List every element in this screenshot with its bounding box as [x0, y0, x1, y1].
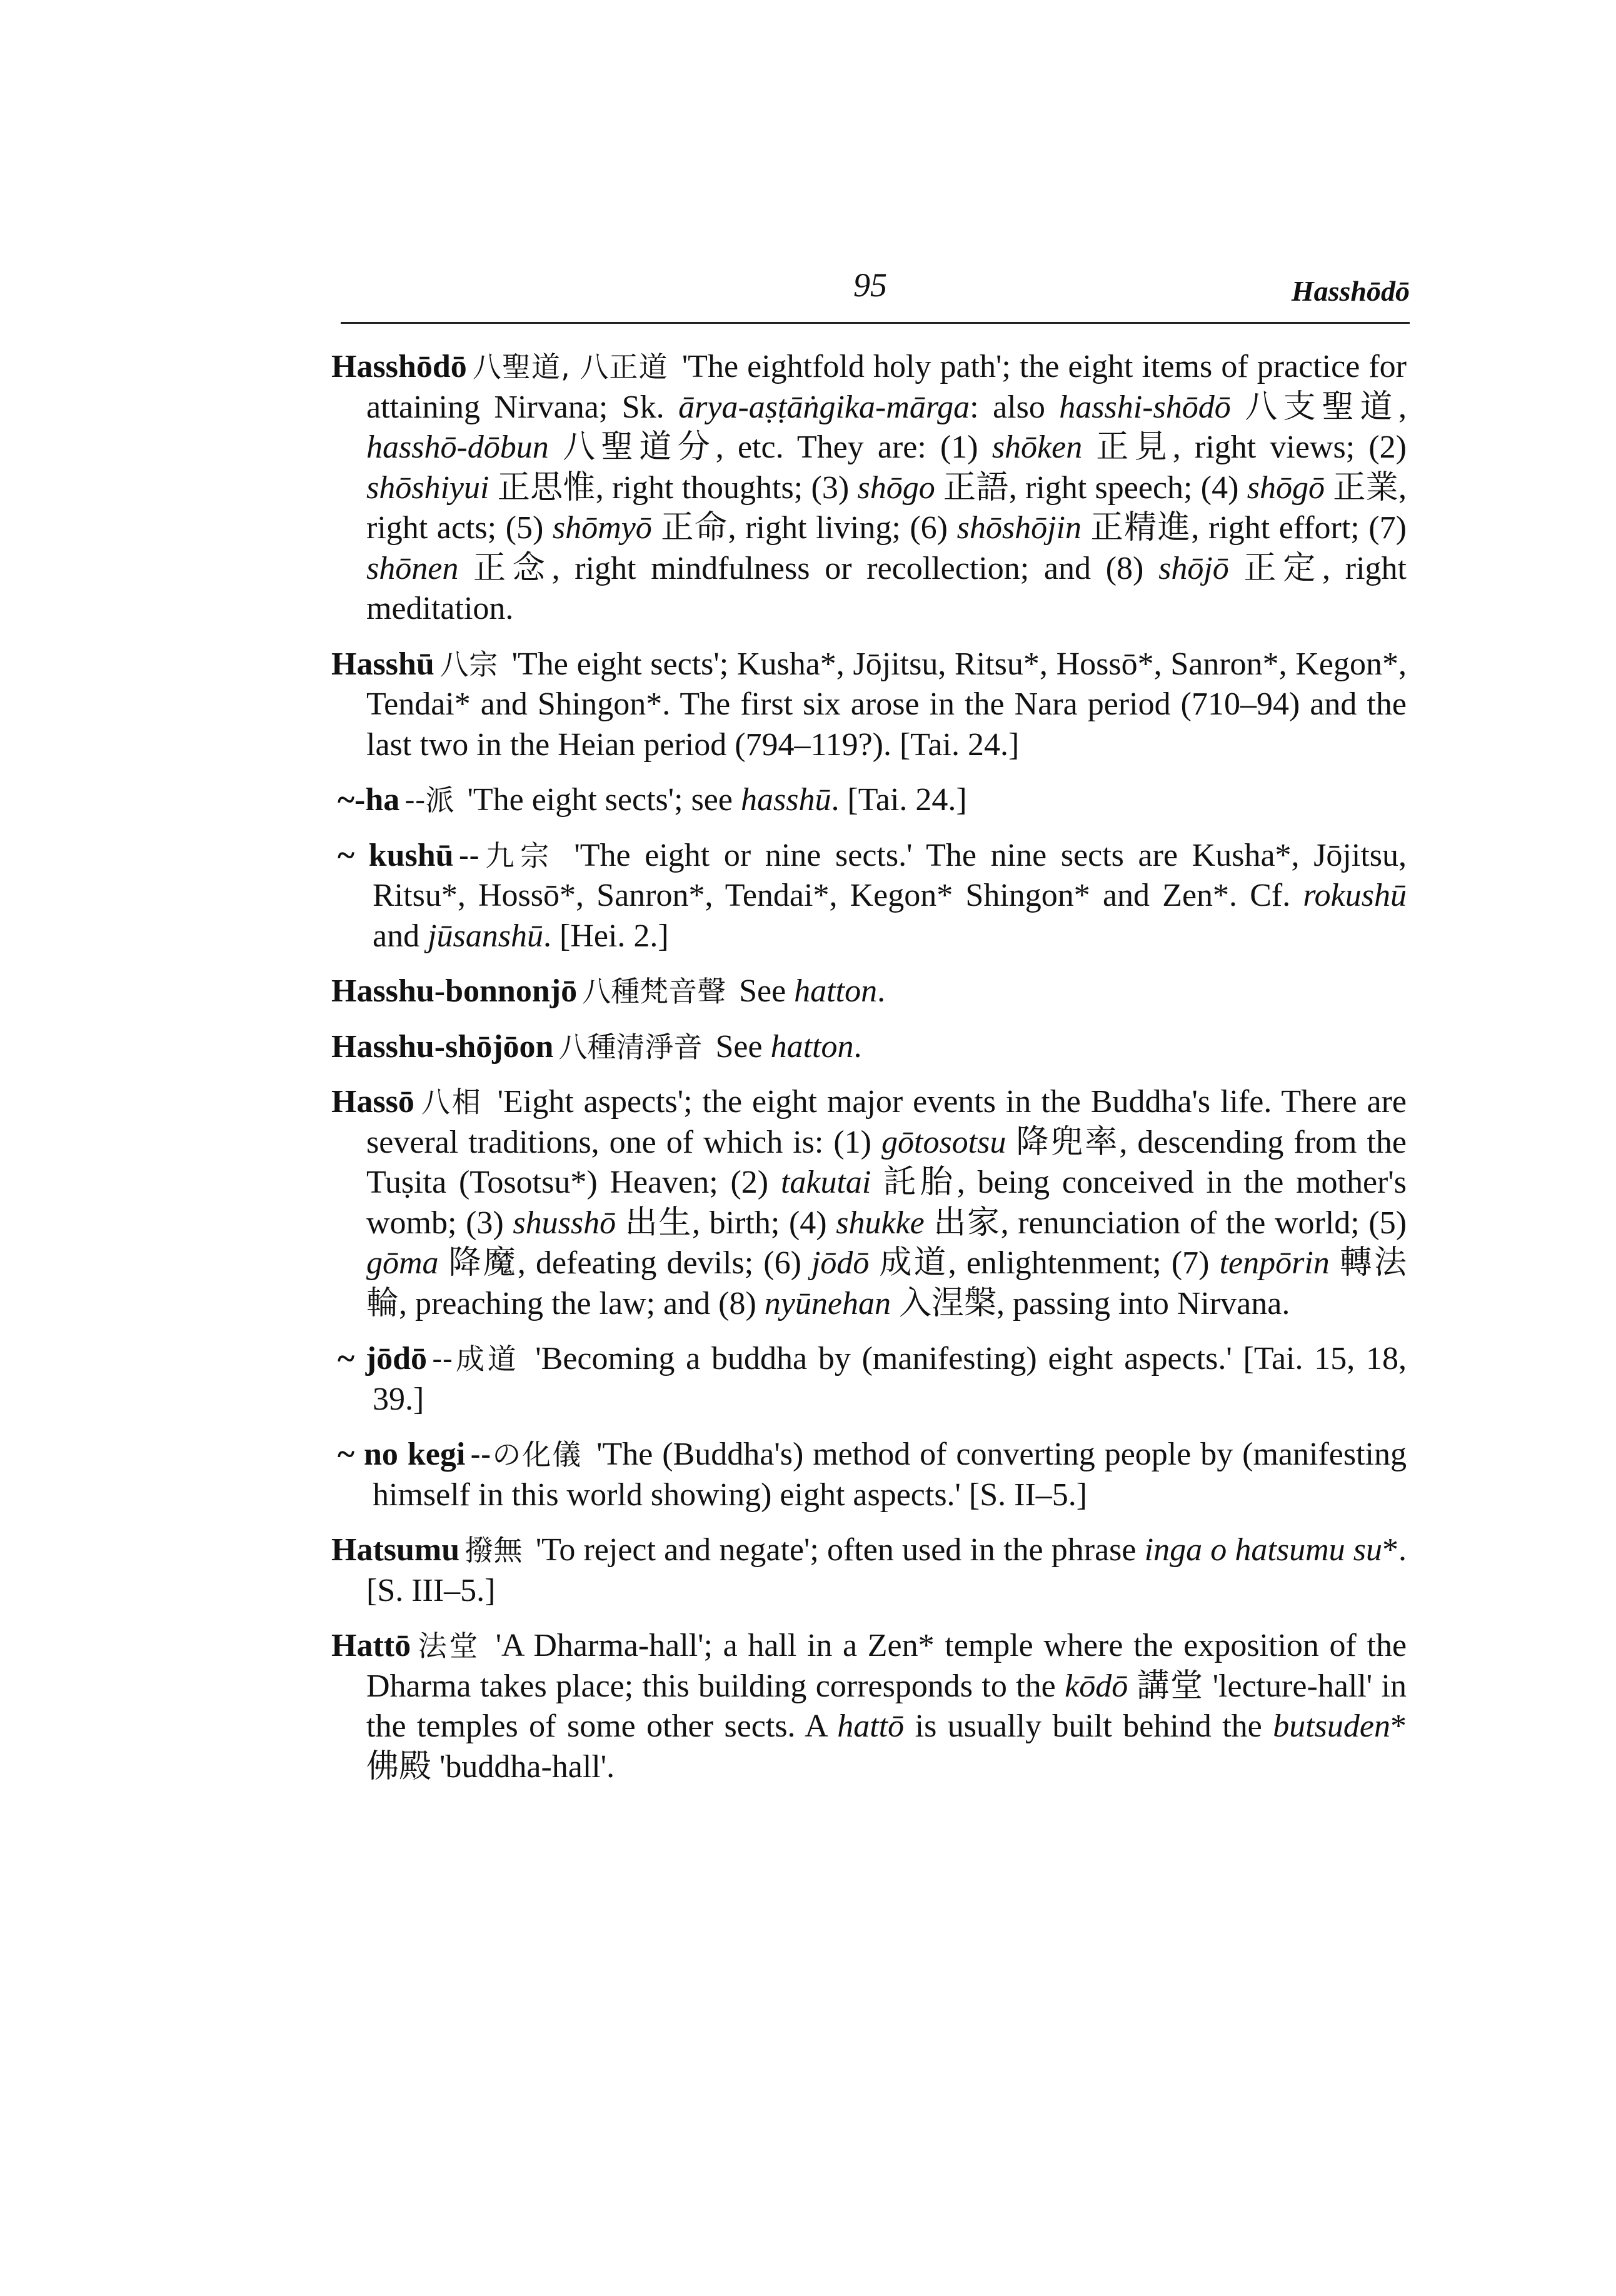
definition-text: 'The (Buddha's) method of converting people by (manifesting himself in this world showing) eight aspects.' [S. II–5.]: [373, 1436, 1407, 1513]
definition-text: See: [739, 973, 795, 1009]
italic-term: gōma: [366, 1245, 439, 1281]
italic-term: shōnen: [366, 550, 459, 586]
definition-text: 講堂 'lecture-hall' in the temples of some other sects. A: [366, 1668, 1407, 1744]
entry-kanji: 八種梵音聲: [582, 975, 726, 1008]
entry-kanji: --派: [404, 783, 454, 817]
entry-headword: ~ no kegi: [338, 1436, 466, 1472]
definition-text: 'The eight sects'; see: [467, 782, 741, 818]
definition-text: 'A Dharma-hall'; a hall in a Zen* temple where the exposition of the Dharma takes place; this building corresponds to the: [366, 1628, 1407, 1704]
definition-text: * 佛殿 'buddha-hall'.: [366, 1708, 1407, 1785]
page-number: 95: [853, 266, 887, 304]
definition-text: 'To reject and negate'; often used in the phrase: [535, 1532, 1145, 1568]
italic-term: inga o hatsumu su: [1144, 1532, 1383, 1568]
definition-text: 'The eight sects'; Kusha*, Jōjitsu, Ritsu*, Hossō*, Sanron*, Kegon*, Tendai* and Shingon*. The first six arose in the Nara period (710–94) and the last two in the Heian period (794–119?). [Tai. 24.]: [366, 646, 1407, 763]
italic-term: shōmyō: [552, 510, 652, 546]
dictionary-entry: [331, 971, 1407, 1012]
definition-text: : also: [970, 389, 1060, 425]
definition-text: See: [715, 1028, 771, 1065]
definition-text: 正精進, right effort; (7): [1081, 510, 1407, 546]
definition-text: 託胎, being conceived in the mother's womb; (3): [366, 1165, 1407, 1241]
entry-kanji: --九宗: [458, 838, 555, 873]
italic-term: jōdō: [811, 1245, 870, 1281]
definition-text: . [Tai. 24.]: [831, 782, 967, 818]
dictionary-entry: [331, 1530, 1407, 1611]
definition-text: 正定, right meditation.: [366, 550, 1407, 626]
entry-kanji: --成道: [432, 1342, 519, 1376]
dictionary-entry: [331, 1027, 1407, 1068]
definition-text: 'Becoming a buddha by (manifesting) eight aspects.' [Tai. 15, 18, 39.]: [373, 1341, 1407, 1417]
entry-kanji: 八聖道, 八正道: [471, 350, 668, 384]
definition-text: 正語, right speech; (4): [935, 469, 1247, 506]
definition-text: .: [853, 1028, 862, 1065]
entry-headword: Hasshu-shōjōon: [331, 1028, 554, 1065]
definition-text: 正命, right living; (6): [651, 510, 957, 546]
entry-headword: Hasshū: [331, 646, 434, 682]
dictionary-entry: [331, 1626, 1407, 1787]
sub-entry: [338, 780, 1407, 821]
definition-text: 出家, renunciation of the world; (5): [924, 1205, 1407, 1241]
italic-term: butsuden: [1273, 1708, 1390, 1744]
entry-kanji: 八種清淨音: [558, 1030, 703, 1064]
entry-headword: Hasshōdō: [331, 349, 467, 384]
sub-entry: [338, 1339, 1407, 1420]
definition-text: 轉法輪, preaching the law; and (8): [366, 1245, 1407, 1321]
definition-text: 八聖道分, etc. They are: (1): [548, 429, 992, 465]
italic-term: shōshōjin: [956, 510, 1082, 546]
definition-text: 正思惟, right thoughts; (3): [489, 469, 858, 506]
entry-kanji: 八宗: [439, 647, 498, 681]
italic-term: shukke: [836, 1205, 925, 1241]
italic-term: takutai: [780, 1165, 871, 1200]
entry-kanji: 撥無: [464, 1533, 523, 1567]
entry-headword: Hasshu-bonnonjō: [331, 973, 578, 1009]
sub-entry: [338, 836, 1407, 957]
definition-text: *. [S. III–5.]: [366, 1532, 1407, 1608]
italic-term: shōgō: [1247, 469, 1325, 506]
entry-headword: Hattō: [331, 1628, 411, 1663]
italic-term: hatton: [770, 1028, 854, 1065]
dictionary-entries: [331, 347, 1407, 1802]
italic-term: shōken: [991, 429, 1083, 465]
sub-entry: [338, 1435, 1407, 1515]
definition-text: . [Hei. 2.]: [543, 918, 669, 954]
definition-text: 出生, birth; (4): [616, 1205, 836, 1241]
definition-text: 正業, right acts; (5): [366, 469, 1407, 546]
page-header: [341, 266, 1410, 324]
italic-term: gōtosotsu: [881, 1124, 1006, 1160]
italic-term: hattō: [837, 1708, 905, 1744]
entry-kanji: --の化儀: [470, 1438, 583, 1471]
dictionary-entry: [331, 347, 1407, 629]
entry-kanji: 法堂: [416, 1629, 481, 1663]
italic-term: rokushū: [1303, 878, 1407, 913]
definition-text: 入涅槃, passing into Nirvana.: [890, 1285, 1290, 1321]
italic-term: hasshi-shōdō: [1059, 389, 1231, 425]
definition-text: 降魔, defeating devils; (6): [438, 1245, 811, 1281]
dictionary-entry: [331, 644, 1407, 766]
running-head: Hasshōdō: [1291, 275, 1410, 307]
italic-term: hasshū: [740, 782, 831, 818]
entry-headword: ~ kushū: [338, 837, 454, 873]
definition-text: and: [373, 918, 428, 954]
italic-term: shōshiyui: [366, 469, 489, 506]
entry-headword: Hatsumu: [331, 1532, 460, 1568]
dictionary-entry: [331, 1082, 1407, 1324]
italic-term: shōgo: [857, 469, 935, 506]
definition-text: 'The eight or nine sects.' The nine sects are Kusha*, Jōjitsu, Ritsu*, Hossō*, Sanron*, Tendai*, Kegon* Shingon* and Zen*. Cf.: [373, 837, 1407, 913]
entry-headword: ~ jōdō: [338, 1341, 428, 1376]
italic-term: hasshō-dōbun: [366, 429, 549, 465]
italic-term: shōjō: [1158, 550, 1229, 586]
italic-term: shusshō: [513, 1205, 616, 1241]
italic-term: nyūnehan: [764, 1285, 891, 1321]
italic-term: ārya-aṣṭāṅgika-mārga: [678, 389, 970, 425]
entry-headword: Hassō: [331, 1084, 414, 1120]
italic-term: jūsanshū: [428, 918, 544, 954]
definition-text: 八支聖道,: [1230, 389, 1407, 425]
italic-term: tenpōrin: [1219, 1245, 1330, 1281]
italic-term: kōdō: [1065, 1668, 1128, 1704]
definition-text: .: [877, 973, 886, 1009]
entry-kanji: 八相: [419, 1085, 483, 1119]
definition-text: 正見, right views; (2): [1082, 429, 1407, 465]
definition-text: 'Eight aspects'; the eight major events in the Buddha's life. There are several traditions, one of which is: (1): [366, 1084, 1407, 1160]
definition-text: 降兜率, descending from the Tuṣita (Tosotsu*) Heaven; (2): [366, 1124, 1407, 1200]
definition-text: is usually built behind the: [904, 1708, 1273, 1744]
definition-text: 成道, enlightenment; (7): [869, 1245, 1220, 1281]
italic-term: hatton: [794, 973, 878, 1009]
definition-text: 'The eightfold holy path'; the eight items of practice for attaining Nirvana; Sk.: [366, 349, 1407, 425]
definition-text: 正念, right mindfulness or recollection; and (8): [458, 550, 1159, 586]
entry-headword: ~-ha: [338, 782, 400, 818]
